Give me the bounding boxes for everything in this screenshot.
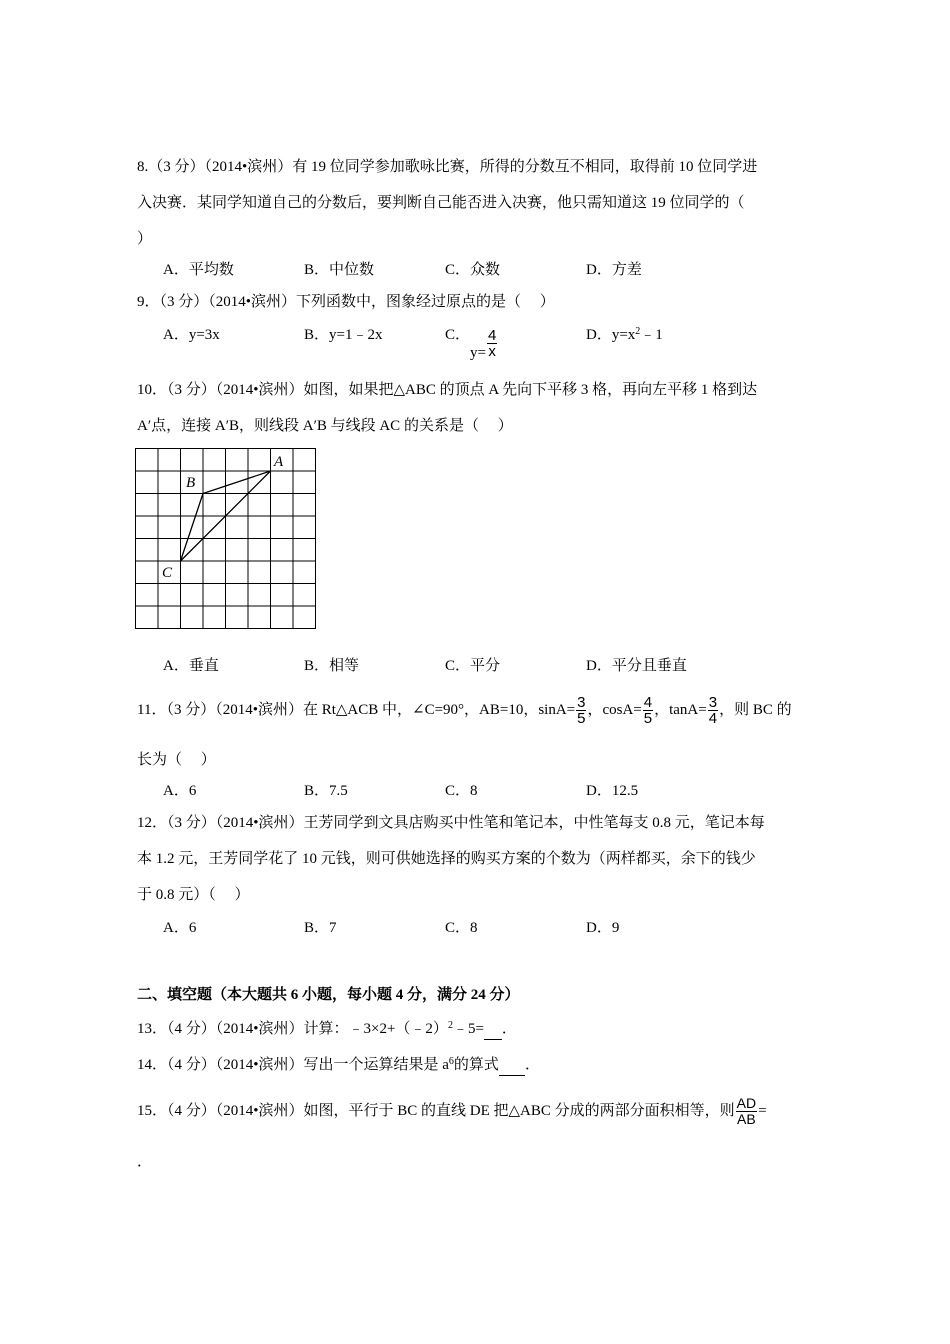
- q9-option-a: A．y=3x: [163, 327, 220, 343]
- q11-option-b: B．7.5: [304, 783, 348, 799]
- q11-option-c: C．8: [445, 783, 478, 799]
- q11-part1: 11．（3 分）（2014•滨州）在 Rt△ACB 中，∠C=90°，AB=10，sinA=: [137, 702, 576, 718]
- q12-stem-line1: 12．（3 分）（2014•滨州）王芳同学到文具店购买中性笔和笔记本，中性笔每支 0.8 元，笔记本每: [137, 815, 765, 831]
- sin-fraction: [576, 695, 586, 726]
- q11-part3: ，tanA=: [654, 702, 707, 718]
- q11-part2: ，cosA=: [587, 702, 642, 718]
- q9-option-c-prefix: y=: [470, 344, 486, 361]
- q11-part4: ，则 BC 的: [719, 702, 792, 718]
- q13-prefix: 13．（4 分）（2014•滨州）计算：﹣3×2+（﹣2）: [137, 1021, 448, 1037]
- q15-fraction: [736, 1096, 757, 1127]
- fraction-numerator: 3: [577, 694, 586, 712]
- q13-exponent: 2: [447, 1020, 453, 1031]
- q8-option-d: D．方差: [586, 262, 642, 278]
- q10-option-a: A．垂直: [163, 658, 219, 674]
- q8-stem-line1: 8.（3 分）（2014•滨州）有 19 位同学参加歌咏比赛，所得的分数互不相同，取得前 10 位同学进: [137, 159, 758, 175]
- q13-end: ．: [501, 1021, 517, 1037]
- fraction-denominator: 5: [577, 710, 586, 728]
- q8-option-c: C．众数: [445, 262, 501, 278]
- answer-blank: [484, 1019, 502, 1040]
- q14-exponent: 6: [448, 1056, 454, 1067]
- q9-option-d-suffix: ﹣1: [640, 327, 663, 343]
- vertex-label-b: B: [186, 475, 196, 491]
- q12-option-b: B．7: [304, 920, 337, 936]
- fraction-numerator: 4: [487, 327, 497, 344]
- q9-option-c-formula: [470, 328, 498, 359]
- q14-end: ．: [524, 1057, 540, 1073]
- q9-option-d: [586, 325, 663, 345]
- cos-fraction: [643, 695, 653, 726]
- q13-suffix: ﹣5=: [452, 1021, 484, 1037]
- q11-option-d: D．12.5: [586, 783, 639, 799]
- q8-option-a: A．平均数: [163, 262, 234, 278]
- q9-option-d-prefix: D．y=x: [586, 327, 636, 343]
- tan-fraction: [708, 695, 718, 726]
- q15-text: 15．（4 分）（2014•滨州）如图，平行于 BC 的直线 DE 把△ABC 分成的两部分面积相等，则: [137, 1103, 735, 1119]
- fraction-numerator: 4: [643, 694, 653, 712]
- q14-stem: [137, 1055, 540, 1076]
- q9-option-c-fraction: [487, 328, 497, 359]
- fraction-numerator: AD: [736, 1095, 757, 1112]
- fraction-denominator: AB: [737, 1111, 756, 1128]
- q9-option-c-label: C．: [445, 327, 471, 343]
- q10-option-c: C．平分: [445, 658, 501, 674]
- q10-stem-line1: 10．（3 分）（2014•滨州）如图，如果把△ABC 的顶点 A 先向下平移 3 格，再向左平移 1 格到达: [137, 382, 758, 398]
- q9-option-d-exponent: 2: [635, 326, 641, 337]
- q14-prefix: 14．（4 分）（2014•滨州）写出一个运算结果是 a: [137, 1057, 449, 1073]
- vertex-label-c: C: [162, 565, 173, 581]
- q10-grid-figure: [134, 447, 318, 631]
- q12-stem-line3: 于 0.8 元）（ ）: [137, 887, 250, 903]
- q11-stem-line1: [137, 690, 792, 730]
- q10-option-d: D．平分且垂直: [586, 658, 687, 674]
- section-title: 二、填空题（本大题共 6 小题，每小题 4 分，满分 24 分）: [137, 987, 520, 1003]
- q12-option-c: C．8: [445, 920, 478, 936]
- fraction-denominator: 4: [708, 710, 718, 728]
- q15-equals: =: [758, 1103, 767, 1119]
- q8-stem-line2: 入决赛．某同学知道自己的分数后，要判断自己能否进入决赛，他只需知道这 19 位同学的（: [137, 195, 745, 211]
- q10-option-b: B．相等: [304, 658, 360, 674]
- q15-stem-line2: ．: [137, 1154, 153, 1170]
- q8-stem-line3: ）: [137, 231, 153, 247]
- q8-option-b: B．中位数: [304, 262, 375, 278]
- q13-stem: [137, 1019, 517, 1040]
- q12-option-d: D．9: [586, 920, 620, 936]
- q15-stem-line1: [137, 1092, 767, 1130]
- q12-stem-line2: 本 1.2 元，王芳同学花了 10 元钱，则可供她选择的购买方案的个数为（两样都买，余下的钱少: [137, 851, 756, 867]
- q9-stem: 9．（3 分）（2014•滨州）下列函数中，图象经过原点的是（ ）: [137, 294, 555, 310]
- q10-stem-line2: A′点，连接 A′B，则线段 A′B 与线段 AC 的关系是（ ）: [137, 418, 513, 434]
- q9-option-b: B．y=1﹣2x: [304, 327, 383, 343]
- fraction-denominator: 5: [643, 710, 653, 728]
- q11-option-a: A．6: [163, 783, 197, 799]
- grid-lines: [136, 449, 316, 629]
- q11-stem-line2: 长为（ ）: [137, 752, 216, 768]
- q12-option-a: A．6: [163, 920, 197, 936]
- q14-suffix: 的算式: [453, 1057, 499, 1073]
- vertex-label-a: A: [274, 454, 284, 470]
- fraction-numerator: 3: [708, 694, 718, 712]
- fraction-denominator: x: [488, 343, 496, 360]
- answer-blank: [499, 1055, 525, 1076]
